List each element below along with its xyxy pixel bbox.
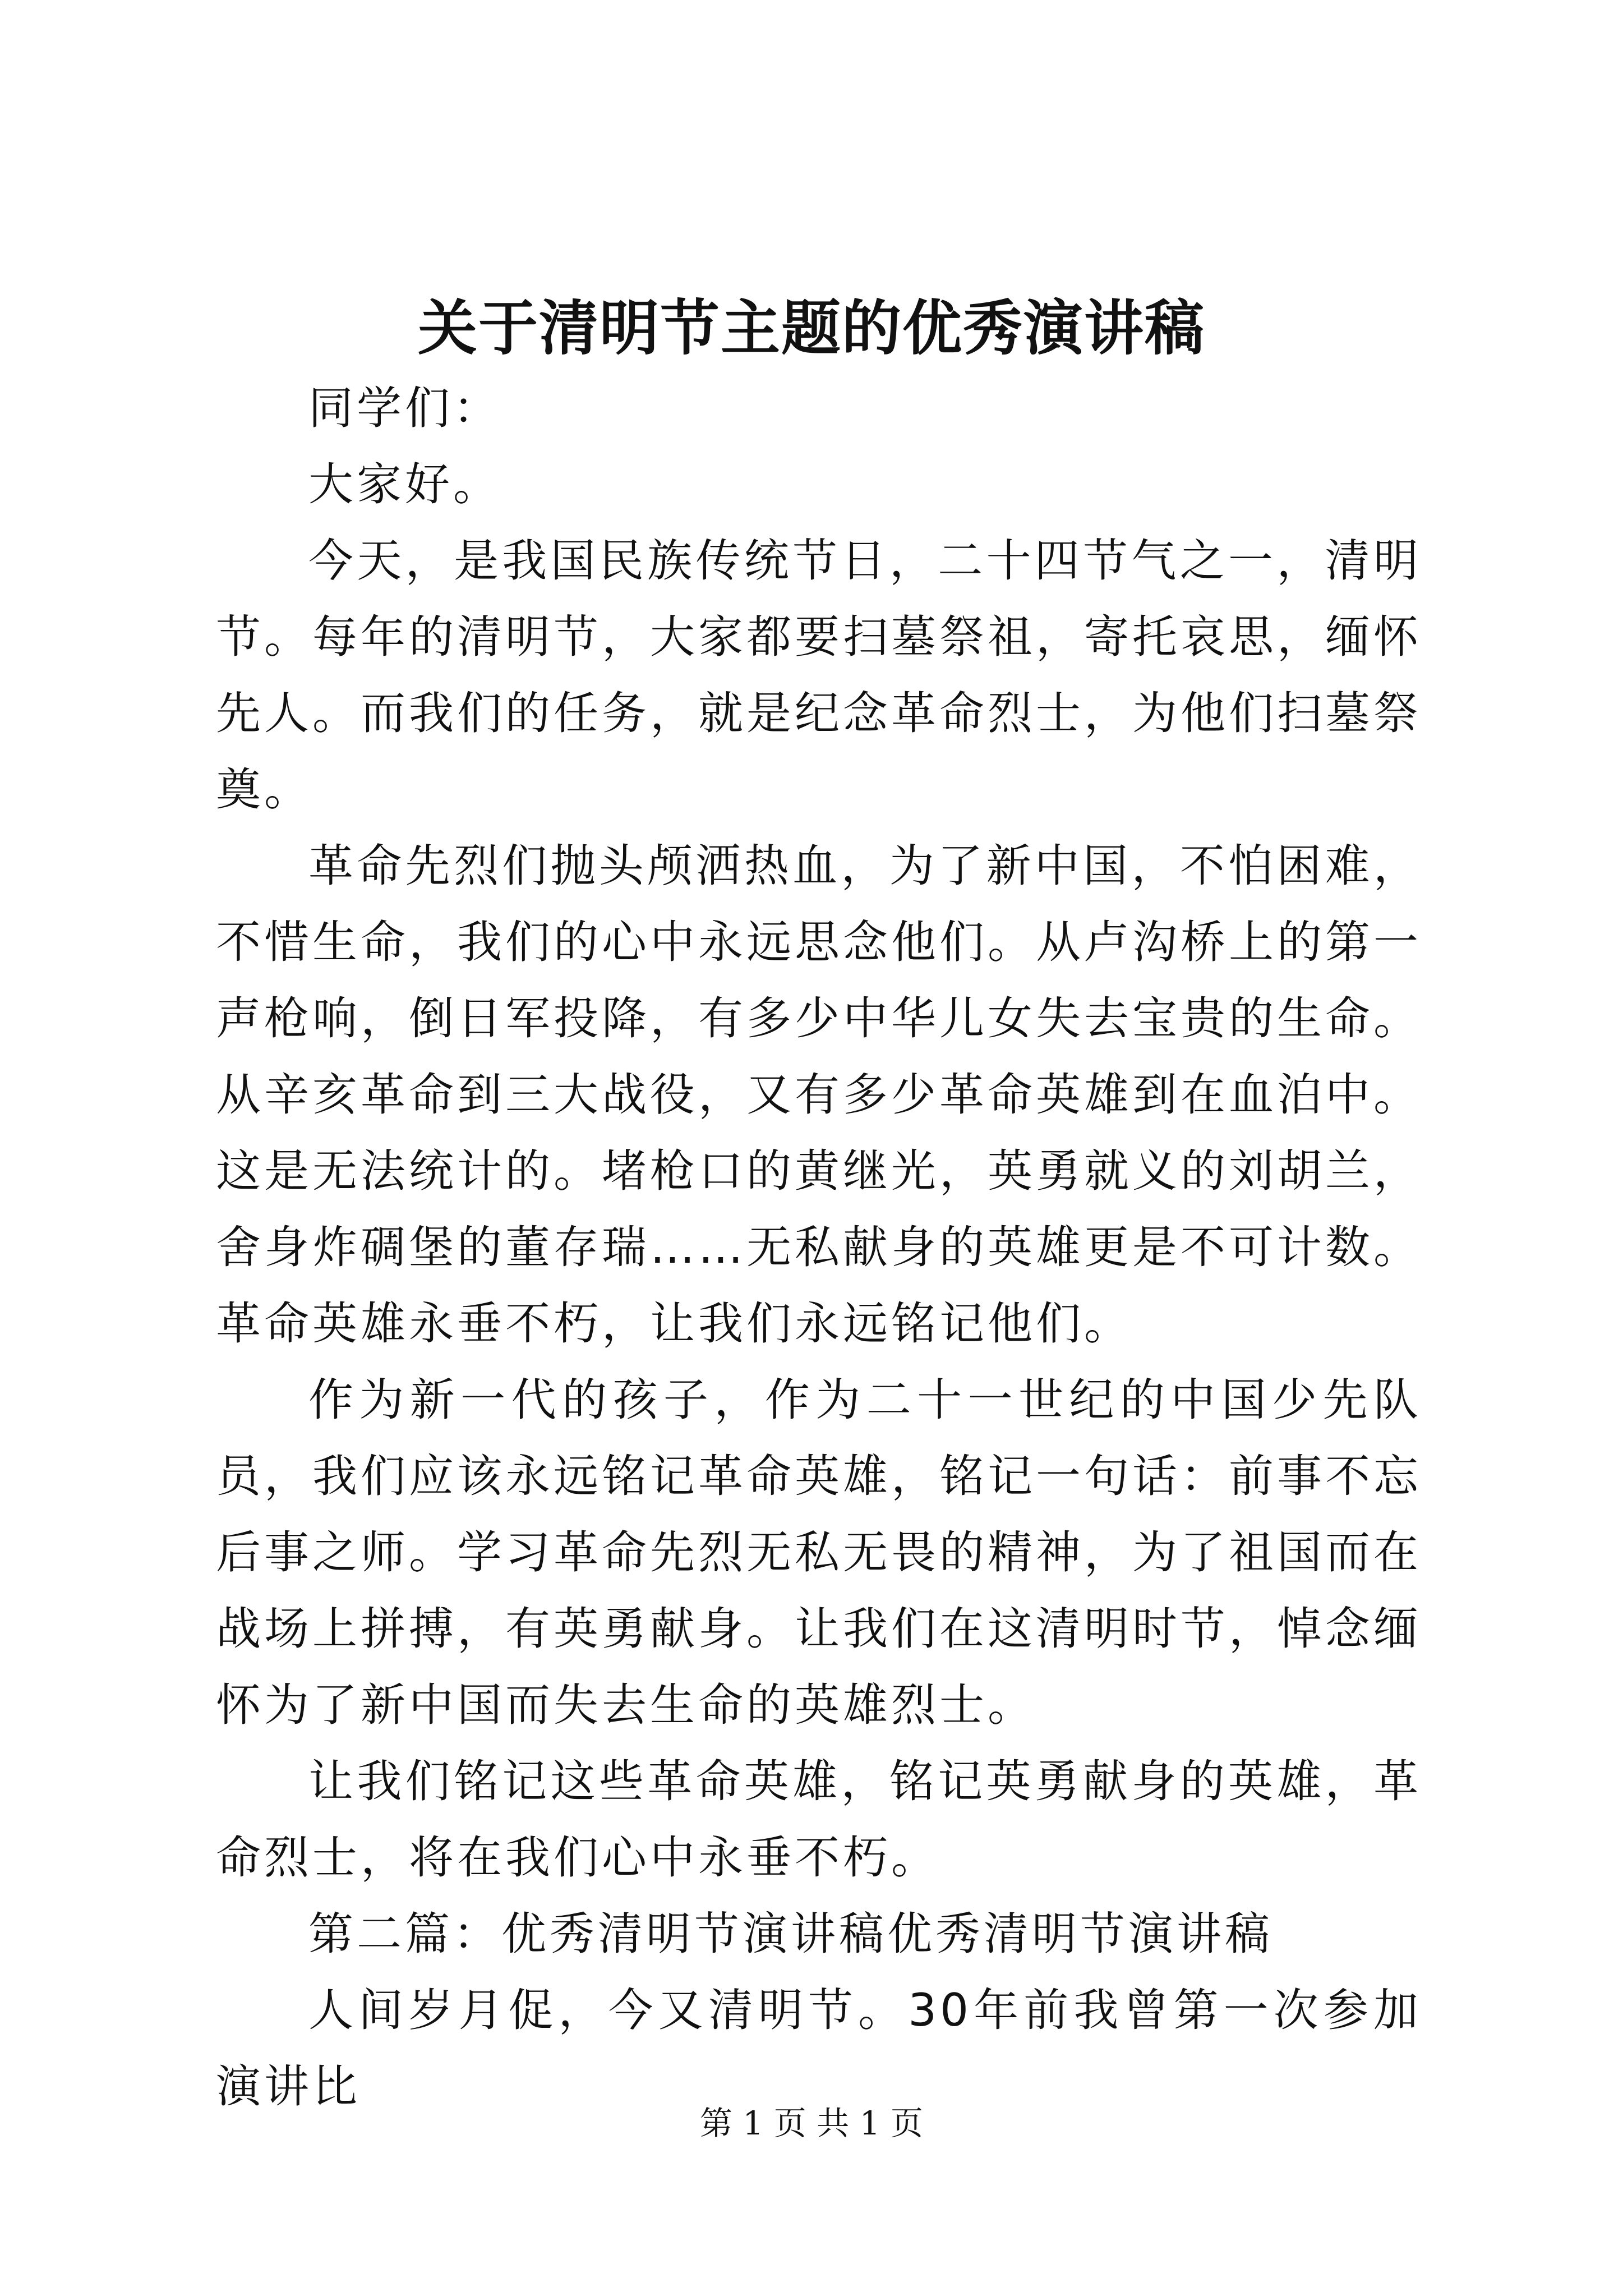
paragraph-remember: 让我们铭记这些革命英雄，铭记英勇献身的英雄，革命烈士，将在我们心中永垂不朽。: [216, 1755, 1422, 1884]
paragraph-greeting: 同学们：: [308, 382, 501, 434]
paragraph-new-generation: 作为新一代的孩子，作为二十一世纪的中国少先队员，我们应该永远铭记革命英雄，铭记一句话：前事不忘后事之师。学习革命先烈无私无畏的精神，为了祖国而在战场上拼搏，有英勇献身。让我们在这清明时节，悼念缅怀为了新中国而失去生命的英雄烈士。: [216, 1374, 1422, 1731]
page-footer: 第 1 页 共 1 页: [700, 2104, 923, 2142]
paragraph-second-start: 人间岁月促，今又清明节。30年前我曾第一次参加演讲比: [216, 1984, 1422, 2113]
document-title: 关于清明节主题的优秀演讲稿: [418, 293, 1205, 363]
paragraph-martyrs: 革命先烈们抛头颅洒热血，为了新中国，不怕困难，不惜生命，我们的心中永远思念他们。从卢沟桥上的第一声枪响，倒日军投降，有多少中华儿女失去宝贵的生命。从辛亥革命到三大战役，又有多少革命英雄到在血泊中。这是无法统计的。堵枪口的黄继光，英勇就义的刘胡兰，舍身炸碉堡的董存瑞……无私献身的英雄更是不可计数。革命英雄永垂不朽，让我们永远铭记他们。: [216, 840, 1422, 1350]
paragraph-second-heading: 第二篇：优秀清明节演讲稿优秀清明节演讲稿: [308, 1908, 1273, 1960]
document-body: [216, 370, 1422, 2125]
paragraph-hello: 大家好。: [308, 458, 501, 510]
paragraph-intro: 今天，是我国民族传统节日，二十四节气之一，清明节。每年的清明节，大家都要扫墓祭祖，寄托哀思，缅怀先人。而我们的任务，就是纪念革命烈士，为他们扫墓祭奠。: [216, 535, 1422, 816]
